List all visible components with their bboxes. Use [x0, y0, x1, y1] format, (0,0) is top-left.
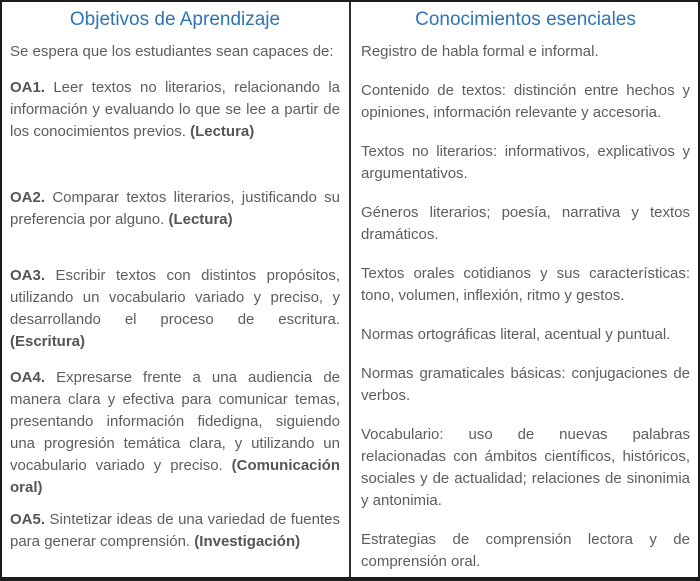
objective-oa3-code: OA3. — [10, 267, 46, 284]
knowledge-item-normas-ortograficas: Normas ortográficas literal, acentual y puntual. — [361, 326, 671, 343]
objectives-intro: Se espera que los estudiantes sean capaces de: — [10, 43, 334, 60]
column-essential-knowledge — [351, 2, 698, 577]
objective-oa5-code: OA5. — [10, 511, 46, 528]
objective-oa4 — [10, 367, 340, 499]
column-learning-objectives — [2, 2, 351, 577]
right-column-header: Conocimientos esenciales — [415, 9, 636, 30]
objective-oa3 — [10, 265, 340, 353]
objective-oa3-text: Escribir textos con distintos propósitos, utilizando un vocabulario variado y preciso, y desarrollando el proceso de escritura. — [10, 267, 341, 328]
objective-oa1-strand: (Lectura) — [190, 123, 255, 140]
knowledge-item-generos-literarios: Géneros literarios; poesía, narrativa y textos dramáticos. — [361, 204, 690, 243]
objective-oa5-strand: (Investigación) — [194, 533, 301, 550]
objective-oa2-text: Comparar textos literarios, justificando su preferencia por alguno. — [10, 189, 340, 228]
knowledge-item-vocabulario: Vocabulario: uso de nuevas palabras relacionadas con ámbitos científicos, históricos, sociales y de actualidad; relaciones de sinonimia y antonimia. — [361, 426, 690, 509]
objective-oa4-code: OA4. — [10, 369, 46, 386]
objective-oa4-text: Expresarse frente a una audiencia de manera clara y efectiva para comunicar temas, presentando información fidedigna, siguiendo una progresión temática clara, y utilizando un vocabulario variado y preciso. — [10, 369, 340, 474]
objective-oa2-strand: (Lectura) — [168, 211, 233, 228]
knowledge-item-normas-gramaticales: Normas gramaticales básicas: conjugaciones de verbos. — [361, 365, 690, 404]
knowledge-item-registro: Registro de habla formal e informal. — [361, 43, 599, 60]
objective-oa1-code: OA1. — [10, 79, 46, 96]
objective-oa2-code: OA2. — [10, 189, 46, 206]
knowledge-item-estrategias: Estrategias de comprensión lectora y de comprensión oral. — [361, 531, 690, 570]
objective-oa2 — [10, 187, 340, 231]
knowledge-item-textos-no-literarios: Textos no literarios: informativos, explicativos y argumentativos. — [361, 143, 690, 182]
objective-oa1 — [10, 77, 340, 143]
objective-oa1-text: Leer textos no literarios, relacionando la información y evaluando lo que se lee a partir de los conocimientos previos. — [10, 79, 340, 140]
left-column-header: Objetivos de Aprendizaje — [69, 9, 281, 30]
objective-oa4-strand: (Comunicación oral) — [10, 457, 341, 496]
objective-oa5 — [10, 509, 340, 553]
knowledge-item-textos-orales: Textos orales cotidianos y sus características: tono, volumen, inflexión, ritmo y gestos. — [361, 265, 690, 304]
objective-oa3-strand: (Escritura) — [10, 333, 86, 350]
knowledge-item-contenido: Contenido de textos: distinción entre hechos y opiniones, información relevante y accesoria. — [361, 82, 690, 121]
objective-oa5-text: Sintetizar ideas de una variedad de fuentes para generar comprensión. — [10, 511, 341, 550]
